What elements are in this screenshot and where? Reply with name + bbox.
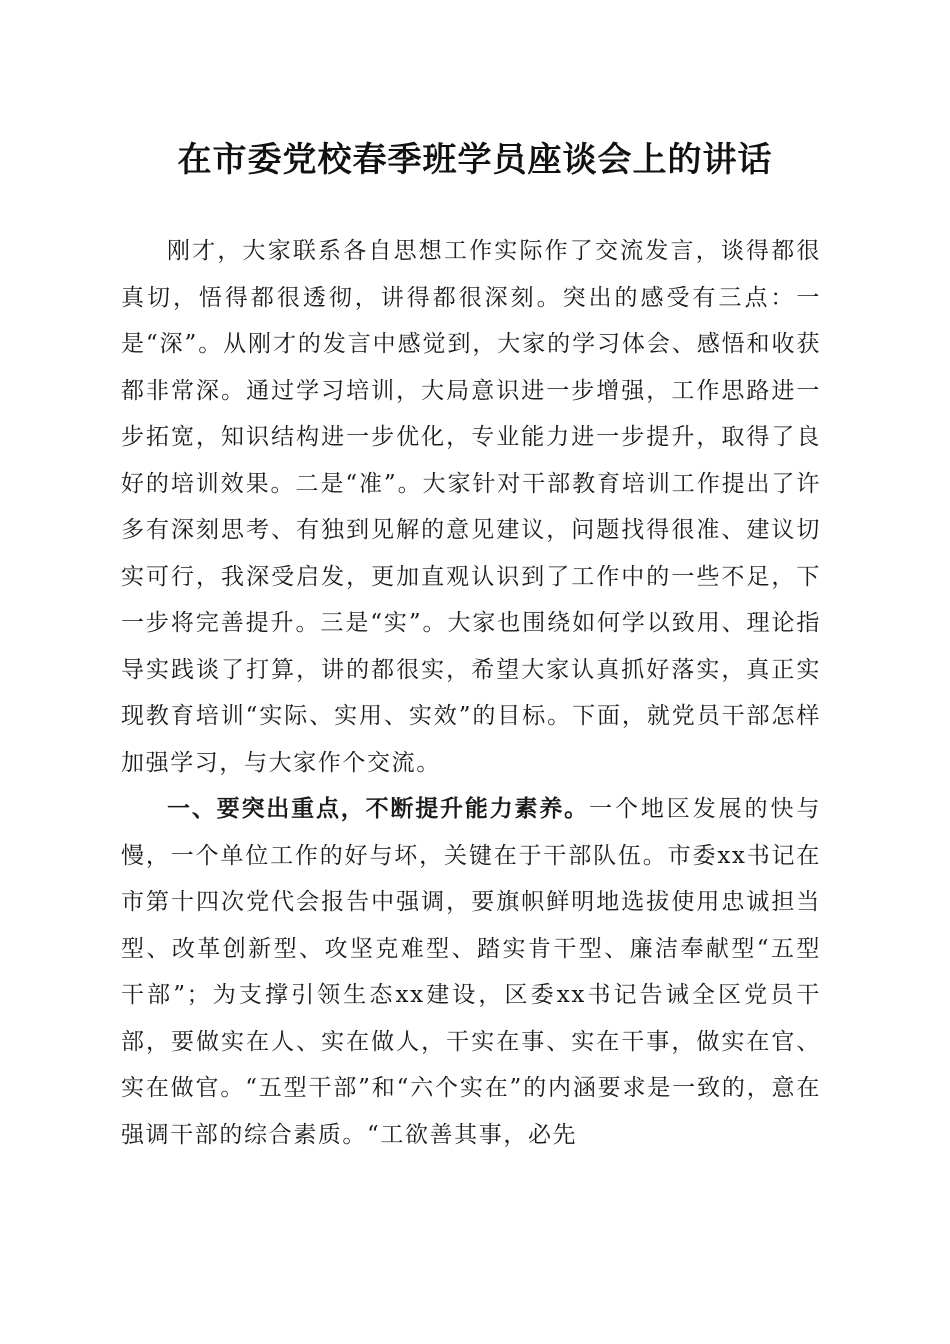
section-heading-1: 一、要突出重点，不断提升能力素养。 <box>167 796 590 822</box>
document-body <box>121 228 821 1158</box>
paragraph-intro: 刚才，大家联系各自思想工作实际作了交流发言，谈得都很真切，悟得都很透彻，讲得都很深刻。突出的感受有三点：一是“深”。从刚才的发言中感觉到，大家的学习体会、感悟和收获都非常深。通过学习培训，大局意识进一步增强，工作思路进一步拓宽，知识结构进一步优化，专业能力进一步提升，取得了良好的培训效果。二是“准”。大家针对干部教育培训工作提出了许多有深刻思考、有独到见解的意见建议，问题找得很准、建议切实可行，我深受启发，更加直观认识到了工作中的一些不足，下一步将完善提升。三是“实”。大家也围绕如何学以致用、理论指导实践谈了打算，讲的都很实，希望大家认真抓好落实，真正实现教育培训“实际、实用、实效”的目标。下面，就党员干部怎样加强学习，与大家作个交流。 <box>121 238 821 776</box>
section-text-1: 一个地区发展的快与慢，一个单位工作的好与坏，关键在于干部队伍。市委xx书记在市第十四次党代会报告中强调，要旗帜鲜明地选拔使用忠诚担当型、改革创新型、攻坚克难型、踏实肯干型、廉洁奉献型“五型干部”；为支撑引领生态xx建设，区委xx书记告诫全区党员干部，要做实在人、实在做人，干实在事、实在干事，做实在官、实在做官。“五型干部”和“六个实在”的内涵要求是一致的，意在强调干部的综合素质。“工欲善其事，必先 <box>121 796 822 1148</box>
paragraph-section-1 <box>121 786 821 1158</box>
document-title: 在市委党校春季班学员座谈会上的讲话 <box>177 140 773 180</box>
